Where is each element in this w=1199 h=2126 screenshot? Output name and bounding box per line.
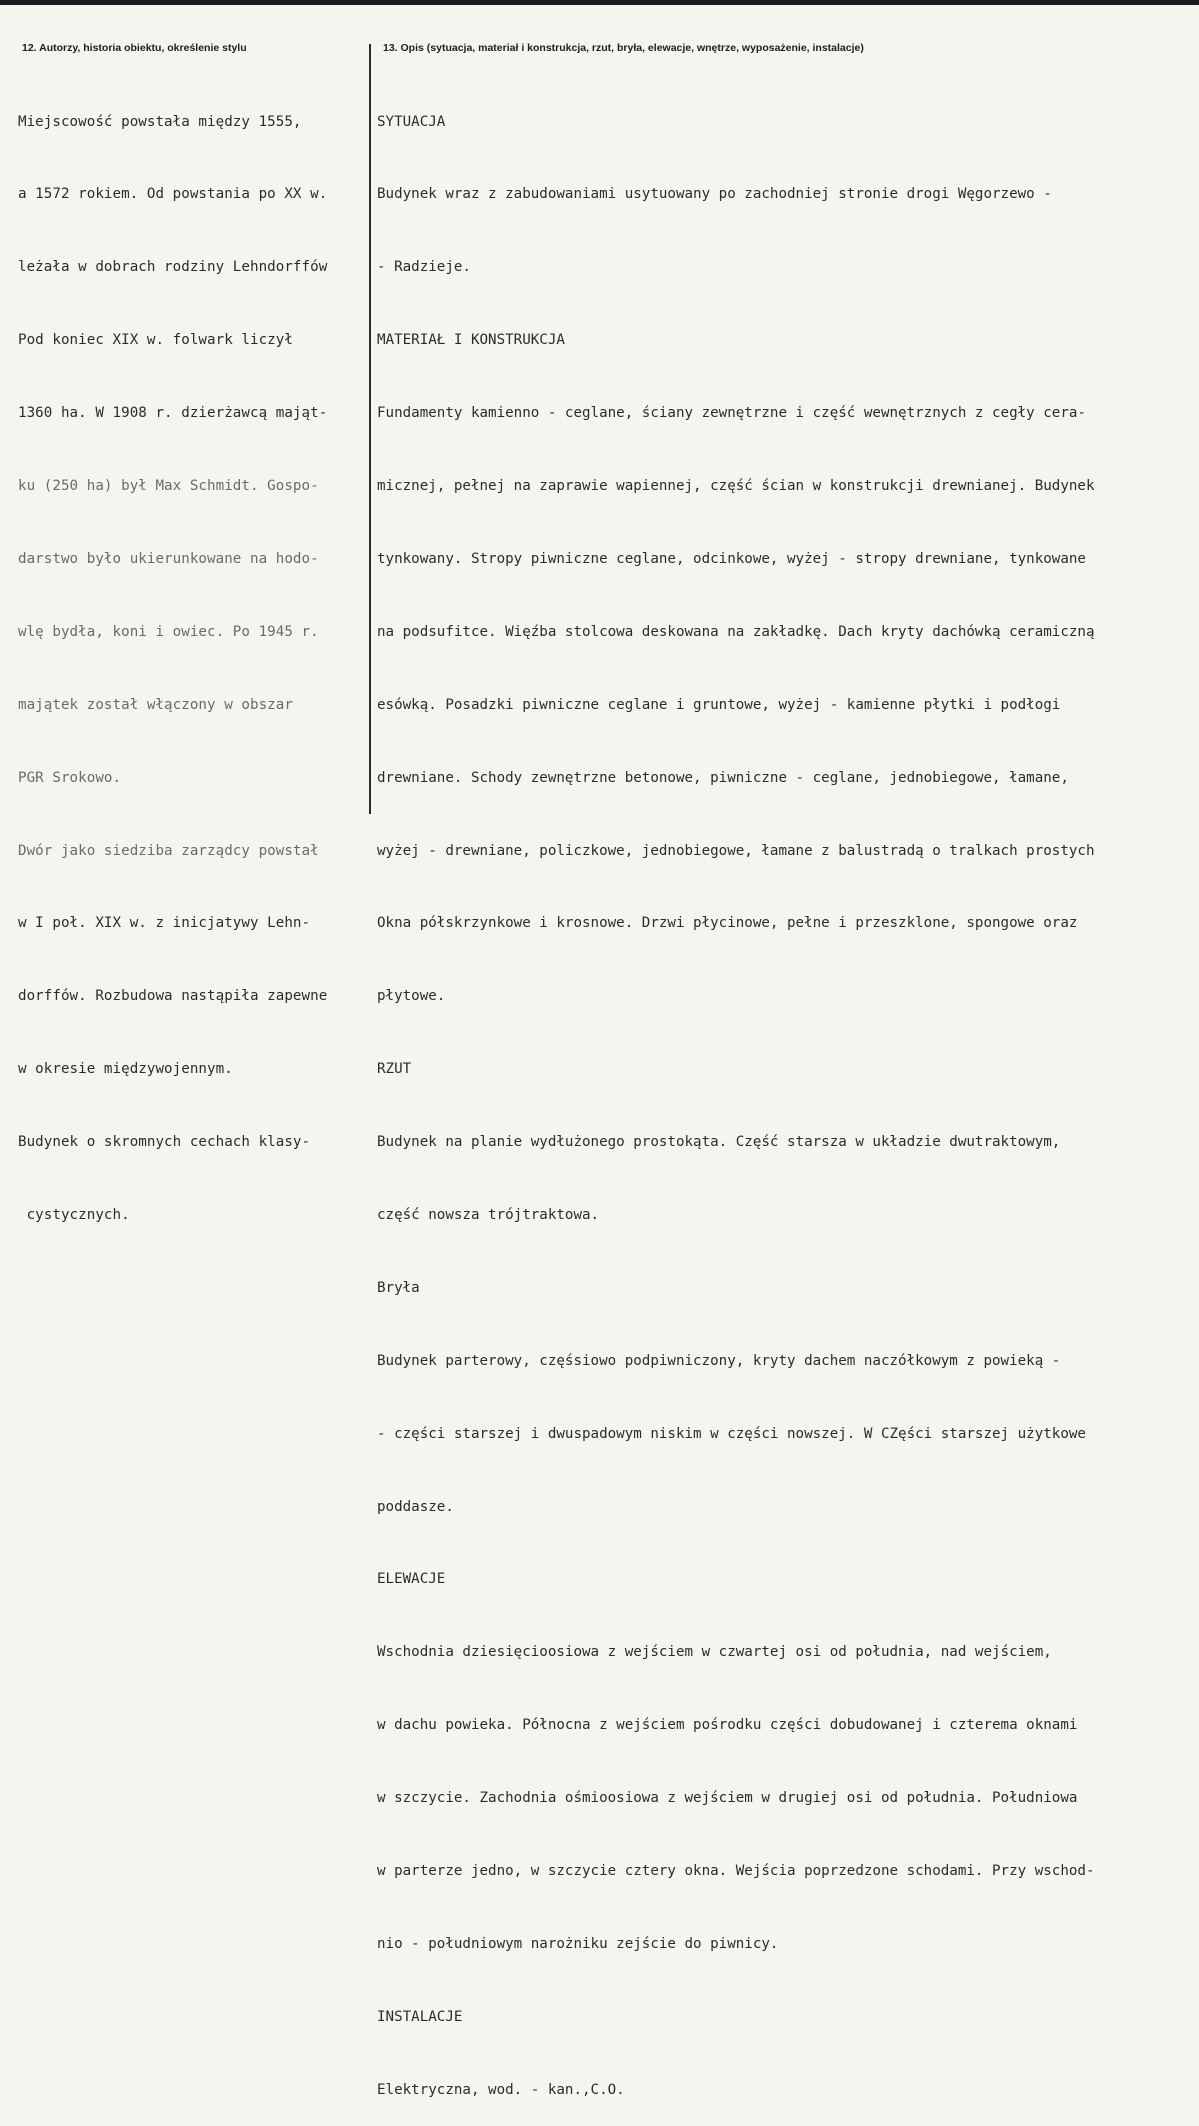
history-line: wlę bydła, koni i owiec. Po 1945 r.	[18, 623, 319, 640]
description-line: SYTUACJA	[377, 113, 446, 130]
description-line: w dachu powieka. Północna z wejściem pośrodku części dobudowanej i czterema oknami	[377, 1717, 1078, 1734]
history-line: Pod koniec XIX w. folwark liczył	[18, 332, 293, 349]
history-line: Miejscowość powstała między 1555,	[18, 113, 302, 130]
description-line: - Radzieje.	[377, 259, 471, 276]
history-line: w I poł. XIX w. z inicjatywy Lehn-	[18, 915, 311, 932]
history-line: cystycznych.	[18, 1206, 130, 1223]
history-line: leżała w dobrach rodziny Lehndorffów	[18, 259, 328, 276]
description-line: ELEWACJE	[377, 1571, 446, 1588]
description-line: Elektryczna, wod. - kan.,C.O.	[377, 2081, 625, 2098]
top-border	[0, 0, 1199, 5]
section-12-text	[18, 61, 368, 1252]
description-line: Fundamenty kamienno - ceglane, ściany zewnętrzne i część wewnętrznych z cegły cera-	[377, 405, 1086, 422]
history-line: a 1572 rokiem. Od powstania po XX w.	[18, 186, 328, 203]
description-line: Budynek wraz z zabudowaniami usytuowany po zachodniej stronie drogi Węgorzewo -	[377, 186, 1052, 203]
description-line: w szczycie. Zachodnia ośmioosiowa z wejściem w drugiej osi od południa. Południowa	[377, 1790, 1078, 1807]
description-line: Wschodnia dziesięcioosiowa z wejściem w czwartej osi od południa, nad wejściem,	[377, 1644, 1052, 1661]
history-line: PGR Srokowo.	[18, 769, 122, 786]
history-line: ku (250 ha) był Max Schmidt. Gospo-	[18, 478, 319, 495]
description-line: RZUT	[377, 1061, 412, 1078]
description-line: w parterze jedno, w szczycie cztery okna. Wejścia poprzedzone schodami. Przy wschod-	[377, 1862, 1095, 1879]
description-line: Bryła	[377, 1279, 420, 1296]
description-line: micznej, pełnej na zaprawie wapiennej, część ścian w konstrukcji drewnianej. Budynek	[377, 478, 1095, 495]
description-line: Okna półskrzynkowe i krosnowe. Drzwi płycinowe, pełne i przeszklone, spongowe oraz	[377, 915, 1078, 932]
description-line: wyżej - drewniane, policzkowe, jednobiegowe, łamane z balustradą o tralkach prostych	[377, 842, 1095, 859]
section-13-header: 13. Opis (sytuacja, materiał i konstrukcja, rzut, bryła, elewacje, wnętrze, wyposażenie, instalacje)	[383, 42, 864, 54]
description-line: - części starszej i dwuspadowym niskim w części nowszej. W CZęści starszej użytkowe	[377, 1425, 1086, 1442]
description-line: na podsufitce. Więźba stolcowa deskowana na zakładkę. Dach kryty dachówką ceramiczną	[377, 623, 1095, 640]
history-line: dorffów. Rozbudowa nastąpiła zapewne	[18, 988, 328, 1005]
description-line: część nowsza trójtraktowa.	[377, 1206, 600, 1223]
description-line: nio - południowym narożniku zejście do piwnicy.	[377, 1935, 779, 1952]
description-line: drewniane. Schody zewnętrzne betonowe, piwniczne - ceglane, jednobiegowe, łamane,	[377, 769, 1069, 786]
section-13-text	[377, 61, 1195, 2126]
history-line: Dwór jako siedziba zarządcy powstał	[18, 842, 319, 859]
description-line: płytowe.	[377, 988, 446, 1005]
history-line: 1360 ha. W 1908 r. dzierżawcą mająt-	[18, 405, 328, 422]
description-line: Budynek na planie wydłużonego prostokąta. Część starsza w układzie dwutraktowym,	[377, 1134, 1061, 1151]
description-line: INSTALACJE	[377, 2008, 463, 2025]
history-line: darstwo było ukierunkowane na hodo-	[18, 550, 319, 567]
history-line: w okresie międzywojennym.	[18, 1061, 233, 1078]
column-divider	[369, 44, 371, 814]
history-line: Budynek o skromnych cechach klasy-	[18, 1134, 311, 1151]
history-line: majątek został włączony w obszar	[18, 696, 293, 713]
description-line: poddasze.	[377, 1498, 454, 1515]
description-line: tynkowany. Stropy piwniczne ceglane, odcinkowe, wyżej - stropy drewniane, tynkowane	[377, 550, 1086, 567]
description-line: MATERIAŁ I KONSTRUKCJA	[377, 332, 565, 349]
description-line: Budynek parterowy, częśsiowo podpiwniczony, kryty dachem naczółkowym z powieką -	[377, 1352, 1061, 1369]
description-line: esówką. Posadzki piwniczne ceglane i gruntowe, wyżej - kamienne płytki i podłogi	[377, 696, 1061, 713]
section-12-header: 12. Autorzy, historia obiektu, określenie stylu	[22, 42, 247, 54]
